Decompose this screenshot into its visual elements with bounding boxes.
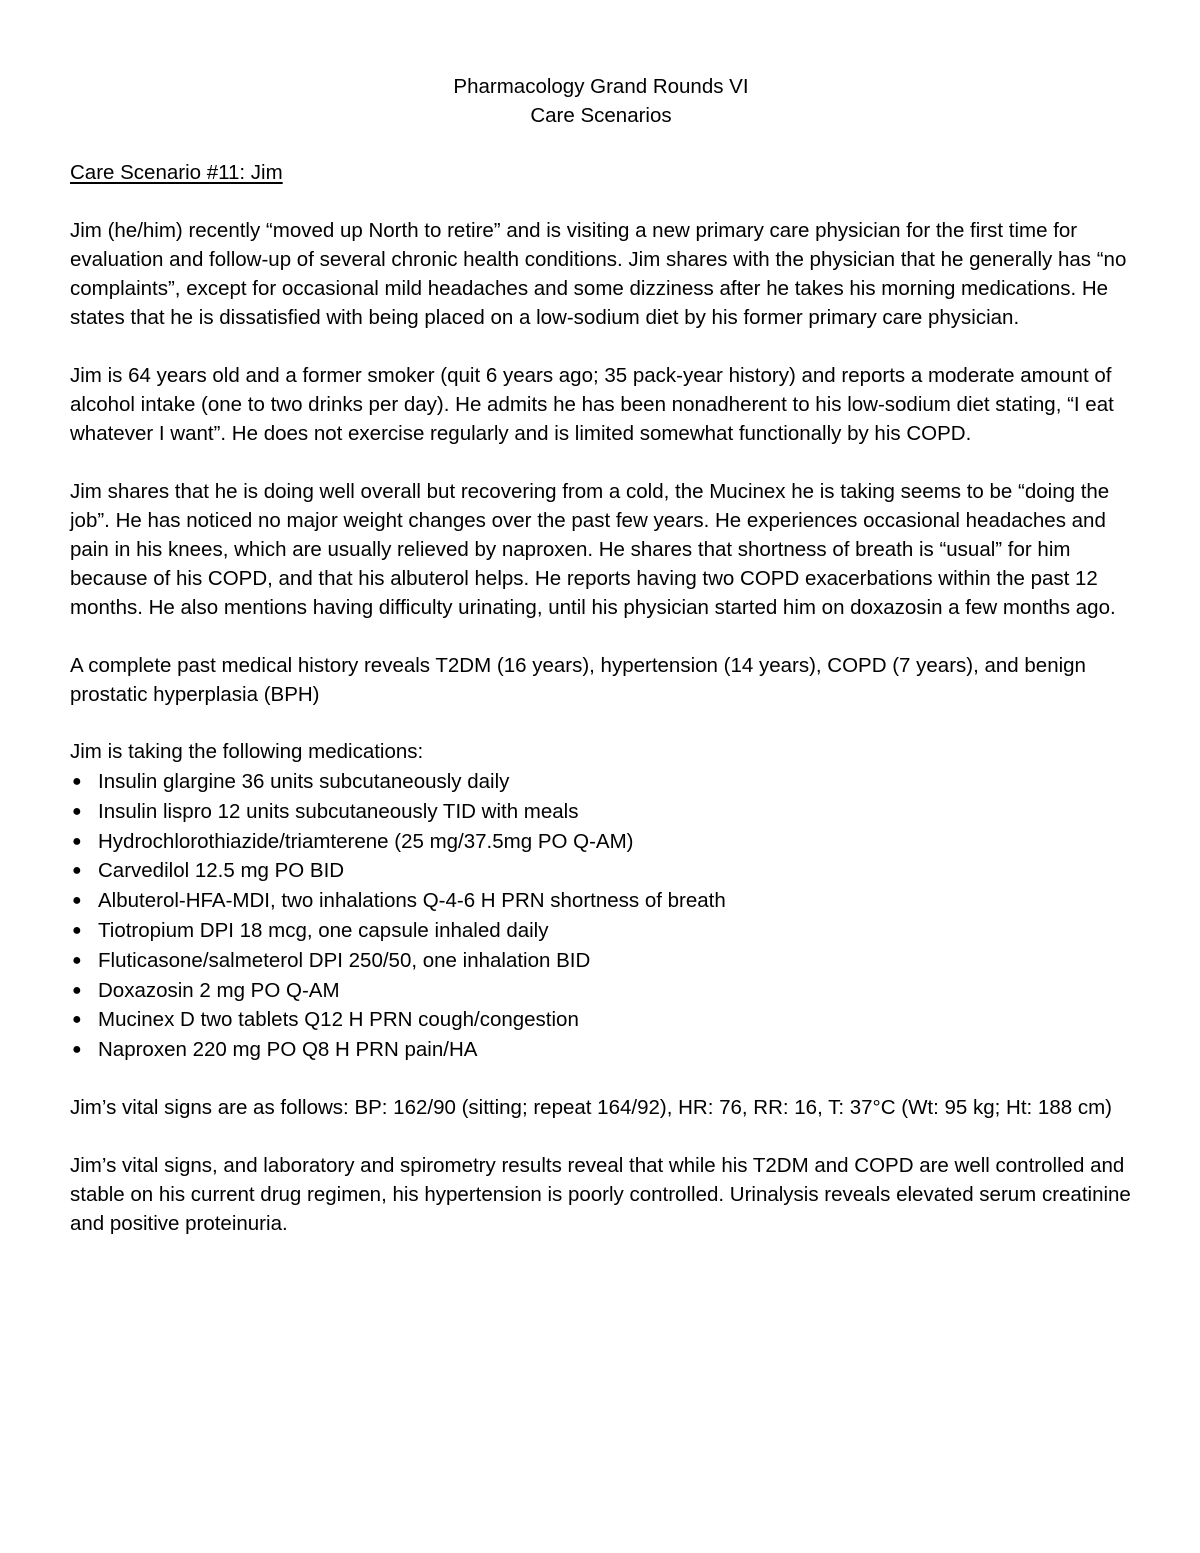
list-item — [70, 797, 1132, 827]
medication-text: Insulin glargine 36 units subcutaneously daily — [98, 770, 510, 793]
paragraph-social-history: Jim is 64 years old and a former smoker (quit 6 years ago; 35 pack-year history) and reports a moderate amount of alcohol intake (one to two drinks per day). He admits he has been nonadherent to his low-sodium diet stating, “I eat whatever I want”. He does not exercise regularly and is limited somewhat functionally by his COPD. — [70, 364, 1114, 445]
paragraph-medical-history: A complete past medical history reveals T2DM (16 years), hypertension (14 years), COPD (7 years), and benign prostatic hyperplasia (BPH) — [70, 654, 1086, 706]
medication-text: Doxazosin 2 mg PO Q-AM — [98, 978, 340, 1002]
paragraph-symptoms: Jim shares that he is doing well overall but recovering from a cold, the Mucinex he is taking seems to be “doing the job”. He has noticed no major weight changes over the past few years. He experiences occasional headaches and pain in his knees, which are usually relieved by naproxen. He shares that shortness of breath is “usual” for him because of his COPD, and that his albuterol helps. He reports having two COPD exacerbations within the past 12 months. He also mentions having difficulty urinating, until his physician started him on doxazosin a few months ago. — [70, 480, 1116, 619]
medication-text: Albuterol-HFA-MDI, two inhalations Q-4-6 H PRN shortness of breath — [98, 889, 726, 913]
medication-text: Hydrochlorothiazide/triamterene (25 mg/37.5mg PO Q-AM) — [98, 829, 634, 853]
bullet-icon: ● — [72, 802, 82, 820]
medication-text: Fluticasone/salmeterol DPI 250/50, one inhalation BID — [98, 948, 591, 972]
list-item — [70, 827, 1132, 857]
medication-list — [70, 767, 1132, 1065]
list-item — [70, 976, 1132, 1006]
medication-text: Tiotropium DPI 18 mcg, one capsule inhaled daily — [98, 918, 549, 942]
bullet-icon: ● — [72, 832, 82, 850]
document-title: Pharmacology Grand Rounds VI — [453, 75, 749, 98]
list-item — [70, 767, 1132, 797]
paragraph-vital-signs: Jim’s vital signs are as follows: BP: 162/90 (sitting; repeat 164/92), HR: 76, RR: 16, T: 37°C (Wt: 95 kg; Ht: 188 cm) — [70, 1095, 1112, 1119]
bullet-icon: ● — [72, 1011, 82, 1029]
medication-text: Carvedilol 12.5 mg PO BID — [98, 859, 345, 883]
medication-text: Mucinex D two tablets Q12 H PRN cough/congestion — [98, 1008, 579, 1032]
document-subtitle: Care Scenarios — [530, 104, 672, 127]
list-item — [70, 1035, 1132, 1065]
bullet-icon: ● — [72, 862, 82, 880]
document-page — [70, 72, 1132, 1238]
list-item — [70, 886, 1132, 916]
bullet-icon: ● — [72, 773, 82, 790]
scenario-heading: Care Scenario #11: Jim — [70, 161, 283, 184]
list-item — [70, 916, 1132, 946]
medication-text: Insulin lispro 12 units subcutaneously TID with meals — [98, 799, 579, 823]
bullet-icon: ● — [72, 981, 82, 999]
list-item — [70, 856, 1132, 886]
medication-text: Naproxen 220 mg PO Q8 H PRN pain/HA — [98, 1038, 478, 1062]
medications-intro: Jim is taking the following medications: — [70, 740, 424, 763]
list-item — [70, 1005, 1132, 1035]
paragraph-summary: Jim’s vital signs, and laboratory and spirometry results reveal that while his T2DM and COPD are well controlled and stable on his current drug regimen, his hypertension is poorly controlled. Urinalysis reveals elevated serum creatinine and positive proteinuria. — [70, 1153, 1131, 1235]
paragraph-introduction: Jim (he/him) recently “moved up North to retire” and is visiting a new primary care physician for the first time for evaluation and follow-up of several chronic health conditions. Jim shares with the physician that he generally has “no complaints”, except for occasional mild headaches and some dizziness after he takes his morning medications. He states that he is dissatisfied with being placed on a low-sodium diet by his former primary care physician. — [70, 219, 1127, 329]
bullet-icon: ● — [72, 951, 82, 969]
bullet-icon: ● — [72, 892, 82, 910]
list-item — [70, 946, 1132, 976]
bullet-icon: ● — [72, 1041, 82, 1059]
bullet-icon: ● — [72, 921, 82, 939]
